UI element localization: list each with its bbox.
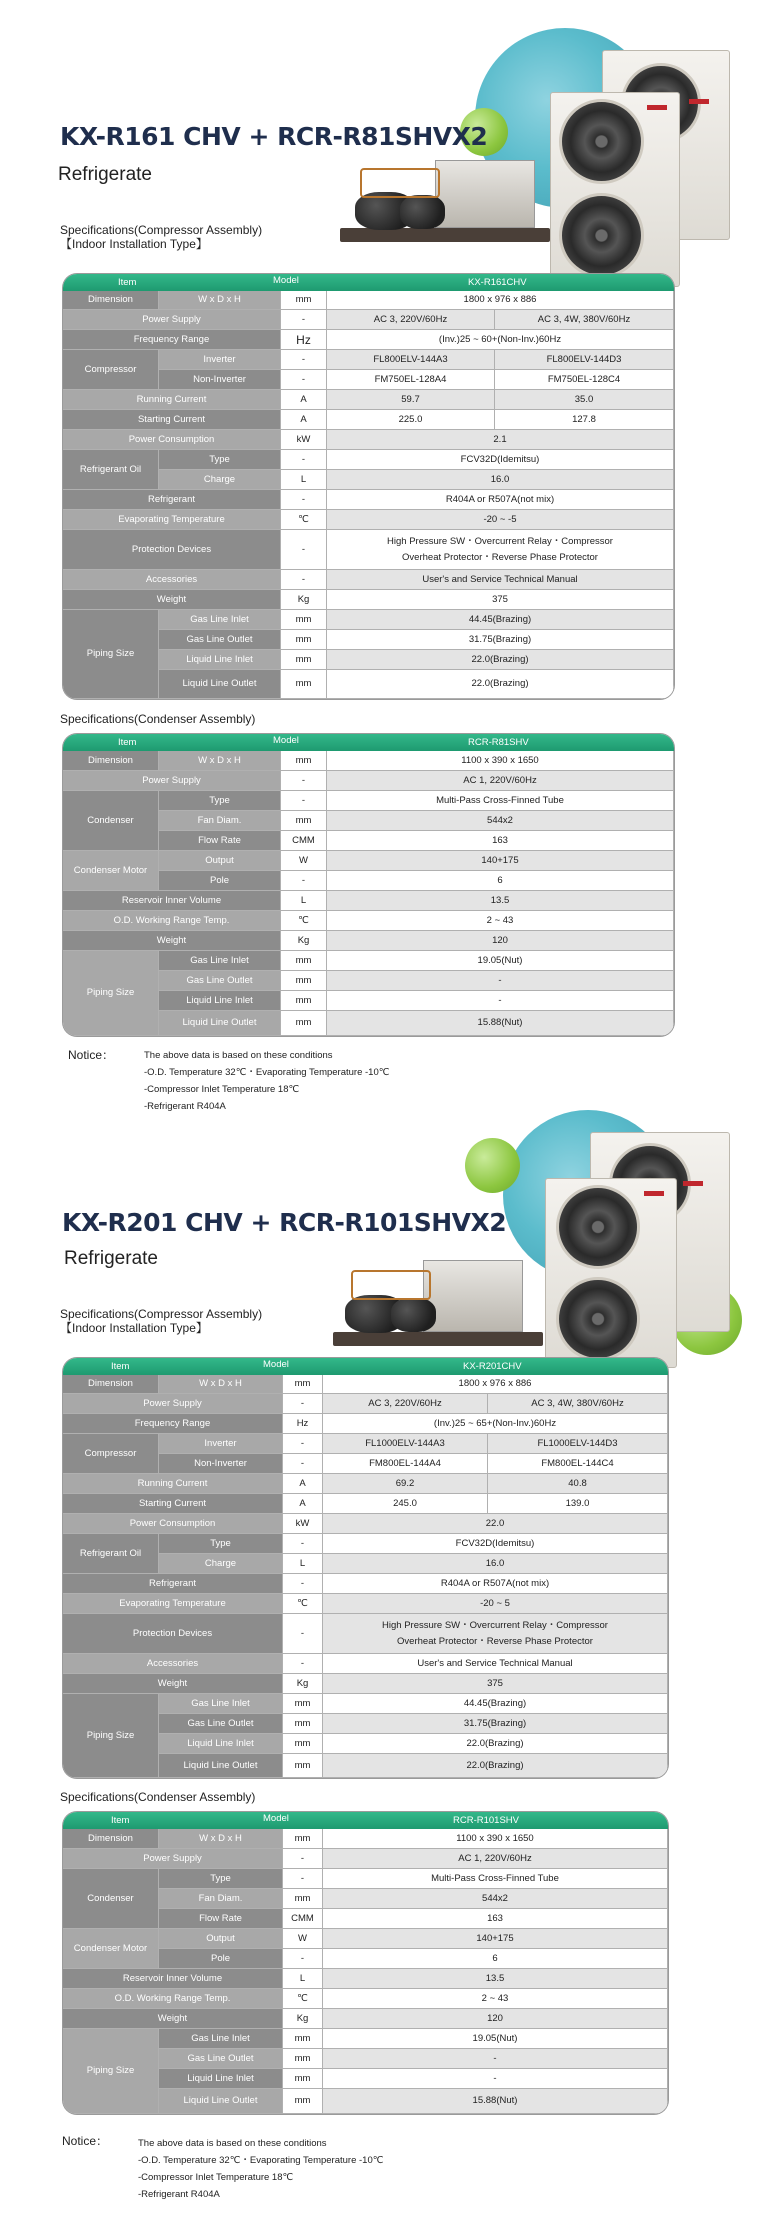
row-unit: A	[281, 390, 327, 410]
row-unit: -	[283, 1394, 323, 1414]
row-unit: ℃	[281, 510, 327, 530]
row-sublabel: W x D x H	[159, 291, 281, 310]
row-label: Evaporating Temperature	[63, 1594, 283, 1614]
row-label: Weight	[63, 931, 281, 951]
row-value: 22.0(Brazing)	[327, 670, 674, 699]
row-label: Compressor	[63, 1434, 159, 1474]
row-unit: ℃	[283, 1594, 323, 1614]
row-unit: -	[283, 1849, 323, 1869]
row-unit: -	[283, 1869, 323, 1889]
row-unit: W	[283, 1929, 323, 1949]
row-value: 1100 x 390 x 1650	[323, 1829, 668, 1849]
row-unit: mm	[281, 610, 327, 630]
row-sublabel: Pole	[159, 1949, 283, 1969]
row-value: 6	[327, 871, 674, 891]
row-label: Evaporating Temperature	[63, 510, 281, 530]
row-label: Frequency Range	[63, 330, 281, 350]
row-value: R404A or R507A(not mix)	[327, 490, 674, 510]
row-value: 127.8	[495, 410, 674, 430]
table-body	[63, 1829, 668, 2114]
row-unit: -	[281, 771, 327, 791]
row-label: O.D. Working Range Temp.	[63, 1989, 283, 2009]
row-sublabel: Gas Line Outlet	[159, 2049, 283, 2069]
row-label: Power Consumption	[63, 1514, 283, 1534]
row-value: 120	[327, 931, 674, 951]
row-unit: kW	[283, 1514, 323, 1534]
row-label: Condenser Motor	[63, 1929, 159, 1969]
row-value: -	[327, 971, 674, 991]
row-unit: mm	[283, 2049, 323, 2069]
row-label: Dimension	[63, 751, 159, 771]
row-unit: -	[281, 570, 327, 590]
row-value: User's and Service Technical Manual	[327, 570, 674, 590]
row-value: FL800ELV-144A3	[327, 350, 495, 370]
row-unit: mm	[283, 1714, 323, 1734]
row-value: 13.5	[323, 1969, 668, 1989]
row-sublabel: Gas Line Inlet	[159, 951, 281, 971]
row-label: Refrigerant Oil	[63, 1534, 159, 1574]
row-unit: L	[281, 891, 327, 911]
row-value: 22.0(Brazing)	[323, 1754, 668, 1778]
compressor-unit-image	[340, 140, 550, 250]
compressor-spec-table	[63, 1358, 668, 1778]
row-sublabel: Fan Diam.	[159, 811, 281, 831]
row-unit: -	[281, 530, 327, 570]
row-unit: mm	[283, 1829, 323, 1849]
row-value: (Inv.)25 ~ 60+(Non-Inv.)60Hz	[327, 330, 674, 350]
row-unit: L	[281, 470, 327, 490]
page-subtitle: Refrigerate	[58, 164, 152, 185]
row-label: Power Supply	[63, 310, 281, 330]
condenser-spec-heading: Specifications(Condenser Assembly)	[60, 712, 256, 726]
row-value: High Pressure SW・Overcurrent Relay・Compressor Overheat Protector・Reverse Phase Protector	[327, 530, 674, 570]
row-unit: Kg	[281, 931, 327, 951]
row-value: High Pressure SW・Overcurrent Relay・Compressor Overheat Protector・Reverse Phase Protector	[323, 1614, 668, 1654]
row-label: Piping Size	[63, 2029, 159, 2114]
row-sublabel: Gas Line Inlet	[159, 610, 281, 630]
row-value: 2 ~ 43	[323, 1989, 668, 2009]
page-subtitle: Refrigerate	[64, 1248, 158, 1269]
row-sublabel: Flow Rate	[159, 1909, 283, 1929]
row-unit: mm	[281, 951, 327, 971]
row-sublabel: W x D x H	[159, 1829, 283, 1849]
row-label: Running Current	[63, 390, 281, 410]
condenser-spec-table	[63, 1812, 668, 2114]
row-sublabel: Liquid Line Outlet	[159, 1011, 281, 1036]
compressor-spec-table	[63, 274, 674, 699]
row-value: 31.75(Brazing)	[323, 1714, 668, 1734]
row-value: AC 1, 220V/60Hz	[327, 771, 674, 791]
row-unit: -	[281, 310, 327, 330]
row-unit: mm	[281, 991, 327, 1011]
row-sublabel: Liquid Line Outlet	[159, 2089, 283, 2114]
row-sublabel: Liquid Line Inlet	[159, 2069, 283, 2089]
row-sublabel: Type	[159, 450, 281, 470]
row-label: Condenser Motor	[63, 851, 159, 891]
row-value: 44.45(Brazing)	[327, 610, 674, 630]
row-unit: Kg	[283, 1674, 323, 1694]
row-value: 1800 x 976 x 886	[323, 1375, 668, 1394]
row-sublabel: Charge	[159, 1554, 283, 1574]
table-header: Item Model KX-R161CHV	[63, 274, 674, 291]
row-unit: mm	[281, 650, 327, 670]
table-body	[63, 751, 674, 1036]
row-sublabel: Type	[159, 1534, 283, 1554]
row-value: 31.75(Brazing)	[327, 630, 674, 650]
row-unit: -	[281, 490, 327, 510]
row-value: AC 3, 4W, 380V/60Hz	[495, 310, 674, 330]
row-value: 19.05(Nut)	[327, 951, 674, 971]
row-value: (Inv.)25 ~ 65+(Non-Inv.)60Hz	[323, 1414, 668, 1434]
row-value: -20 ~ 5	[323, 1594, 668, 1614]
condenser-unit-image-front	[550, 92, 680, 287]
row-value: 22.0	[323, 1514, 668, 1534]
row-sublabel: Liquid Line Inlet	[159, 991, 281, 1011]
row-label: Accessories	[63, 1654, 283, 1674]
row-value: 1800 x 976 x 886	[327, 291, 674, 310]
row-label: O.D. Working Range Temp.	[63, 911, 281, 931]
row-value: 40.8	[488, 1474, 668, 1494]
row-value: 2.1	[327, 430, 674, 450]
row-sublabel: Inverter	[159, 1434, 283, 1454]
product-section-2	[0, 1110, 765, 2226]
row-value: -	[323, 2049, 668, 2069]
row-unit: -	[283, 1454, 323, 1474]
row-value: 13.5	[327, 891, 674, 911]
condenser-unit-image-front	[545, 1178, 677, 1368]
row-sublabel: Liquid Line Inlet	[159, 650, 281, 670]
row-sublabel: Type	[159, 791, 281, 811]
row-label: Reservoir Inner Volume	[63, 1969, 283, 1989]
notice-text: The above data is based on these conditions -O.D. Temperature 32℃・Evaporating Temperature -10℃ -Compressor Inlet Temperature 18℃ -Refrigerant R404A	[144, 1050, 390, 1112]
notice-block	[62, 2134, 662, 2214]
row-value: 69.2	[323, 1474, 488, 1494]
row-label: Power Supply	[63, 1849, 283, 1869]
decorative-green-circle	[465, 1138, 520, 1193]
row-unit: mm	[283, 1754, 323, 1778]
row-label: Dimension	[63, 1375, 159, 1394]
row-label: Piping Size	[63, 610, 159, 699]
row-label: Piping Size	[63, 1694, 159, 1778]
row-unit: -	[283, 1434, 323, 1454]
row-label: Refrigerant	[63, 1574, 283, 1594]
row-sublabel: Gas Line Inlet	[159, 2029, 283, 2049]
row-value: FL1000ELV-144A3	[323, 1434, 488, 1454]
row-unit: mm	[283, 1734, 323, 1754]
hero-banner	[0, 0, 765, 255]
row-sublabel: Liquid Line Outlet	[159, 1754, 283, 1778]
row-unit: mm	[281, 291, 327, 310]
row-value: Multi-Pass Cross-Finned Tube	[327, 791, 674, 811]
row-value: 19.05(Nut)	[323, 2029, 668, 2049]
row-value: 15.88(Nut)	[327, 1011, 674, 1036]
row-label: Weight	[63, 590, 281, 610]
row-label: Running Current	[63, 1474, 283, 1494]
row-label: Frequency Range	[63, 1414, 283, 1434]
row-value: 225.0	[327, 410, 495, 430]
row-label: Dimension	[63, 1829, 159, 1849]
table-header: Item Model KX-R201CHV	[63, 1358, 668, 1375]
row-value: FM800EL-144C4	[488, 1454, 668, 1474]
row-unit: CMM	[283, 1909, 323, 1929]
row-value: FL1000ELV-144D3	[488, 1434, 668, 1454]
row-value: 16.0	[323, 1554, 668, 1574]
row-value: 59.7	[327, 390, 495, 410]
row-value: 375	[323, 1674, 668, 1694]
row-sublabel: W x D x H	[159, 1375, 283, 1394]
row-value: 140+175	[323, 1929, 668, 1949]
row-value: 1100 x 390 x 1650	[327, 751, 674, 771]
row-label: Refrigerant Oil	[63, 450, 159, 490]
row-unit: CMM	[281, 831, 327, 851]
row-unit: mm	[281, 751, 327, 771]
row-value: FCV32D(Idemitsu)	[327, 450, 674, 470]
page-title: KX-R161 CHV + RCR-R81SHVX2	[60, 122, 488, 151]
row-unit: L	[283, 1554, 323, 1574]
notice-block	[68, 1048, 668, 1118]
row-sublabel: Type	[159, 1869, 283, 1889]
condenser-spec-heading: Specifications(Condenser Assembly)	[60, 1790, 256, 1804]
row-value: 544x2	[323, 1889, 668, 1909]
row-label: Power Supply	[63, 771, 281, 791]
table-header: Item Model RCR-R101SHV	[63, 1812, 668, 1829]
row-sublabel: Inverter	[159, 350, 281, 370]
row-value: FCV32D(Idemitsu)	[323, 1534, 668, 1554]
row-value: 140+175	[327, 851, 674, 871]
row-value: 245.0	[323, 1494, 488, 1514]
row-value: -	[323, 2069, 668, 2089]
row-unit: mm	[283, 1375, 323, 1394]
row-unit: -	[283, 1614, 323, 1654]
row-unit: mm	[283, 2089, 323, 2114]
row-unit: -	[281, 370, 327, 390]
row-value: AC 1, 220V/60Hz	[323, 1849, 668, 1869]
row-unit: mm	[281, 1011, 327, 1036]
row-value: 16.0	[327, 470, 674, 490]
row-label: Weight	[63, 2009, 283, 2029]
row-sublabel: Output	[159, 851, 281, 871]
row-value: 35.0	[495, 390, 674, 410]
row-value: 139.0	[488, 1494, 668, 1514]
row-unit: A	[283, 1494, 323, 1514]
row-value: AC 3, 4W, 380V/60Hz	[488, 1394, 668, 1414]
condenser-spec-table	[63, 734, 674, 1036]
row-unit: mm	[283, 1889, 323, 1909]
row-sublabel: Flow Rate	[159, 831, 281, 851]
row-sublabel: Gas Line Outlet	[159, 1714, 283, 1734]
row-label: Protection Devices	[63, 1614, 283, 1654]
row-label: Protection Devices	[63, 530, 281, 570]
row-value: 22.0(Brazing)	[323, 1734, 668, 1754]
row-unit: -	[281, 871, 327, 891]
row-value: 375	[327, 590, 674, 610]
row-sublabel: Charge	[159, 470, 281, 490]
row-unit: ℃	[281, 911, 327, 931]
row-value: R404A or R507A(not mix)	[323, 1574, 668, 1594]
row-value: AC 3, 220V/60Hz	[323, 1394, 488, 1414]
row-unit: mm	[283, 1694, 323, 1714]
row-label: Piping Size	[63, 951, 159, 1036]
row-label: Condenser	[63, 791, 159, 851]
row-unit: Kg	[281, 590, 327, 610]
row-value: FM750EL-128A4	[327, 370, 495, 390]
row-value: FM800EL-144A4	[323, 1454, 488, 1474]
row-unit: -	[283, 1574, 323, 1594]
row-sublabel: Pole	[159, 871, 281, 891]
row-value: AC 3, 220V/60Hz	[327, 310, 495, 330]
row-value: 44.45(Brazing)	[323, 1694, 668, 1714]
row-value: -	[327, 991, 674, 1011]
row-unit: mm	[281, 670, 327, 699]
row-value: 15.88(Nut)	[323, 2089, 668, 2114]
row-sublabel: Liquid Line Outlet	[159, 670, 281, 699]
row-unit: -	[283, 1949, 323, 1969]
row-label: Power Supply	[63, 1394, 283, 1414]
row-value: 544x2	[327, 811, 674, 831]
product-section-1	[0, 0, 765, 1110]
row-label: Compressor	[63, 350, 159, 390]
row-label: Starting Current	[63, 1494, 283, 1514]
row-unit: Hz	[283, 1414, 323, 1434]
row-value: 120	[323, 2009, 668, 2029]
row-value: 163	[323, 1909, 668, 1929]
row-label: Dimension	[63, 291, 159, 310]
row-unit: -	[281, 350, 327, 370]
row-label: Reservoir Inner Volume	[63, 891, 281, 911]
row-value: 6	[323, 1949, 668, 1969]
row-unit: Hz	[281, 330, 327, 350]
row-sublabel: Non-Inverter	[159, 1454, 283, 1474]
row-value: -20 ~ -5	[327, 510, 674, 530]
row-label: Weight	[63, 1674, 283, 1694]
row-unit: mm	[281, 630, 327, 650]
compressor-unit-image	[333, 1240, 543, 1355]
row-label: Refrigerant	[63, 490, 281, 510]
row-unit: A	[283, 1474, 323, 1494]
row-sublabel: Gas Line Outlet	[159, 971, 281, 991]
row-unit: mm	[281, 971, 327, 991]
table-header: Item Model RCR-R81SHV	[63, 734, 674, 751]
row-unit: L	[283, 1969, 323, 1989]
notice-heading: Notice：	[62, 2134, 109, 2148]
row-sublabel: Fan Diam.	[159, 1889, 283, 1909]
row-sublabel: Non-Inverter	[159, 370, 281, 390]
compressor-spec-heading: Specifications(Compressor Assembly) 【Indoor Installation Type】	[60, 223, 263, 251]
row-value: FM750EL-128C4	[495, 370, 674, 390]
row-unit: A	[281, 410, 327, 430]
row-unit: -	[283, 1654, 323, 1674]
row-sublabel: W x D x H	[159, 751, 281, 771]
row-value: FL800ELV-144D3	[495, 350, 674, 370]
row-unit: mm	[283, 2029, 323, 2049]
row-unit: Kg	[283, 2009, 323, 2029]
row-label: Accessories	[63, 570, 281, 590]
row-sublabel: Gas Line Outlet	[159, 630, 281, 650]
row-value: Multi-Pass Cross-Finned Tube	[323, 1869, 668, 1889]
page-title: KX-R201 CHV + RCR-R101SHVX2	[62, 1208, 507, 1237]
table-body	[63, 291, 674, 699]
notice-text: The above data is based on these conditions -O.D. Temperature 32℃・Evaporating Temperature -10℃ -Compressor Inlet Temperature 18℃ -Refrigerant R404A	[138, 2138, 384, 2200]
row-unit: ℃	[283, 1989, 323, 2009]
row-sublabel: Liquid Line Inlet	[159, 1734, 283, 1754]
row-label: Starting Current	[63, 410, 281, 430]
row-unit: kW	[281, 430, 327, 450]
row-unit: -	[281, 791, 327, 811]
row-value: 2 ~ 43	[327, 911, 674, 931]
compressor-spec-heading: Specifications(Compressor Assembly) 【Indoor Installation Type】	[60, 1307, 263, 1335]
row-unit: -	[283, 1534, 323, 1554]
notice-heading: Notice：	[68, 1048, 115, 1062]
row-sublabel: Gas Line Inlet	[159, 1694, 283, 1714]
row-label: Power Consumption	[63, 430, 281, 450]
row-value: 22.0(Brazing)	[327, 650, 674, 670]
table-body	[63, 1375, 668, 1778]
row-unit: W	[281, 851, 327, 871]
row-unit: mm	[281, 811, 327, 831]
row-label: Condenser	[63, 1869, 159, 1929]
row-unit: mm	[283, 2069, 323, 2089]
row-unit: -	[281, 450, 327, 470]
row-value: User's and Service Technical Manual	[323, 1654, 668, 1674]
row-value: 163	[327, 831, 674, 851]
row-sublabel: Output	[159, 1929, 283, 1949]
